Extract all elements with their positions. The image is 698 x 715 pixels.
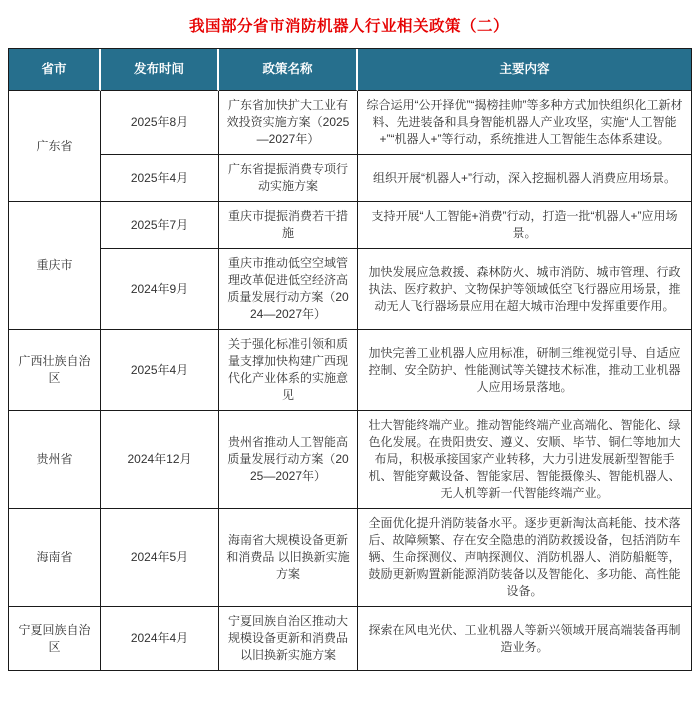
cell-date: 2025年4月 — [101, 330, 219, 411]
table-row — [9, 411, 691, 509]
cell-policy: 广东省加快扩大工业有效投资实施方案（2025—2027年） — [219, 91, 358, 155]
cell-policy: 海南省大规模设备更新和消费品 以旧换新实施方案 — [219, 509, 358, 607]
cell-date: 2024年12月 — [101, 411, 219, 509]
cell-province-guizhou: 贵州省 — [9, 411, 101, 509]
cell-policy: 重庆市推动低空空域管理改革促进低空经济高质量发展行动方案（2024—2027年） — [219, 249, 358, 330]
table-row — [9, 155, 691, 202]
cell-policy: 宁夏回族自治区推动大规模设备更新和消费品 以旧换新实施方案 — [219, 607, 358, 670]
col-header-policy: 政策名称 — [219, 49, 358, 91]
cell-content: 支持开展“人工智能+消费”行动，打造一批“机器人+”应用场景。 — [358, 202, 691, 249]
cell-province-chongqing: 重庆市 — [9, 202, 101, 330]
cell-province-ningxia: 宁夏回族自治区 — [9, 607, 101, 670]
cell-date: 2025年4月 — [101, 155, 219, 202]
table-row — [9, 202, 691, 249]
cell-policy: 重庆市提振消费若干措施 — [219, 202, 358, 249]
cell-content: 加快完善工业机器人应用标准，研制三维视觉引导、自适应控制、安全防护、性能测试等关键技术标准，推动工业机器人应用场景落地。 — [358, 330, 691, 411]
table-row — [9, 509, 691, 607]
cell-content: 探索在风电光伏、工业机器人等新兴领域开展高端装备再制造业务。 — [368, 622, 681, 654]
cell-policy: 关于强化标准引领和质量支撑加快构建广西现代化产业体系的实施意见 — [219, 330, 358, 411]
cell-content: 加快发展应急救援、森林防火、城市消防、城市管理、行政执法、医疗救护、文物保护等领域低空飞行器应用场景，推动无人飞行器场景应用在超大城市治理中发挥重要作用。 — [358, 249, 691, 330]
cell-province-guangxi: 广西壮族自治区 — [9, 330, 101, 411]
cell-date: 2024年4月 — [101, 607, 219, 670]
cell-content: 综合运用“公开择优”“揭榜挂帅”等多种方式加快组织化工新材料、先进装备和具身智能机器人产业攻坚，实施“人工智能+”“机器人+”等行动，系统推进人工智能生态体系建设。 — [358, 91, 691, 155]
table-row — [9, 249, 691, 330]
cell-content: 壮大智能终端产业。推动智能终端产业高端化、智能化、绿色化发展。在贵阳贵安、遵义、安顺、毕节、铜仁等地加大布局，积极承接国家产业转移，大力引进发展新型智能手机、智能穿戴设备、智能家居、智能摄像头、智能机器人、无人机等新一代智能终端产业。 — [358, 411, 691, 509]
col-header-content: 主要内容 — [358, 49, 691, 91]
cell-date: 2025年8月 — [101, 91, 219, 155]
cell-content: 全面优化提升消防装备水平。逐步更新淘汰高耗能、技术落后、故障频繁、存在安全隐患的消防救援设备，包括消防车辆、生命探测仪、声呐探测仪、消防机器人、消防船艇等，鼓励更新购置新能源消防装备以及智能化、多功能、高性能设备。 — [358, 509, 691, 607]
table-row — [9, 91, 691, 155]
col-header-province: 省市 — [9, 49, 101, 91]
table-row — [9, 330, 691, 411]
cell-policy: 广东省提振消费专项行动实施方案 — [219, 155, 358, 202]
cell-content: 组织开展“机器人+”行动，深入挖掘机器人消费应用场景。 — [358, 155, 691, 202]
cell-date: 2024年9月 — [101, 249, 219, 330]
page-title: 我国部分省市消防机器人行业相关政策（二） — [188, 18, 509, 35]
cell-date: 2024年5月 — [101, 509, 219, 607]
cell-province-guangdong: 广东省 — [9, 91, 101, 202]
table-row — [9, 607, 691, 670]
policy-table — [8, 48, 692, 671]
cell-date: 2025年7月 — [101, 202, 219, 249]
header-row — [9, 49, 691, 91]
col-header-date: 发布时间 — [101, 49, 219, 91]
cell-policy: 贵州省推动人工智能高质量发展行动方案（2025—2027年） — [219, 411, 358, 509]
cell-province-hainan: 海南省 — [9, 509, 101, 607]
